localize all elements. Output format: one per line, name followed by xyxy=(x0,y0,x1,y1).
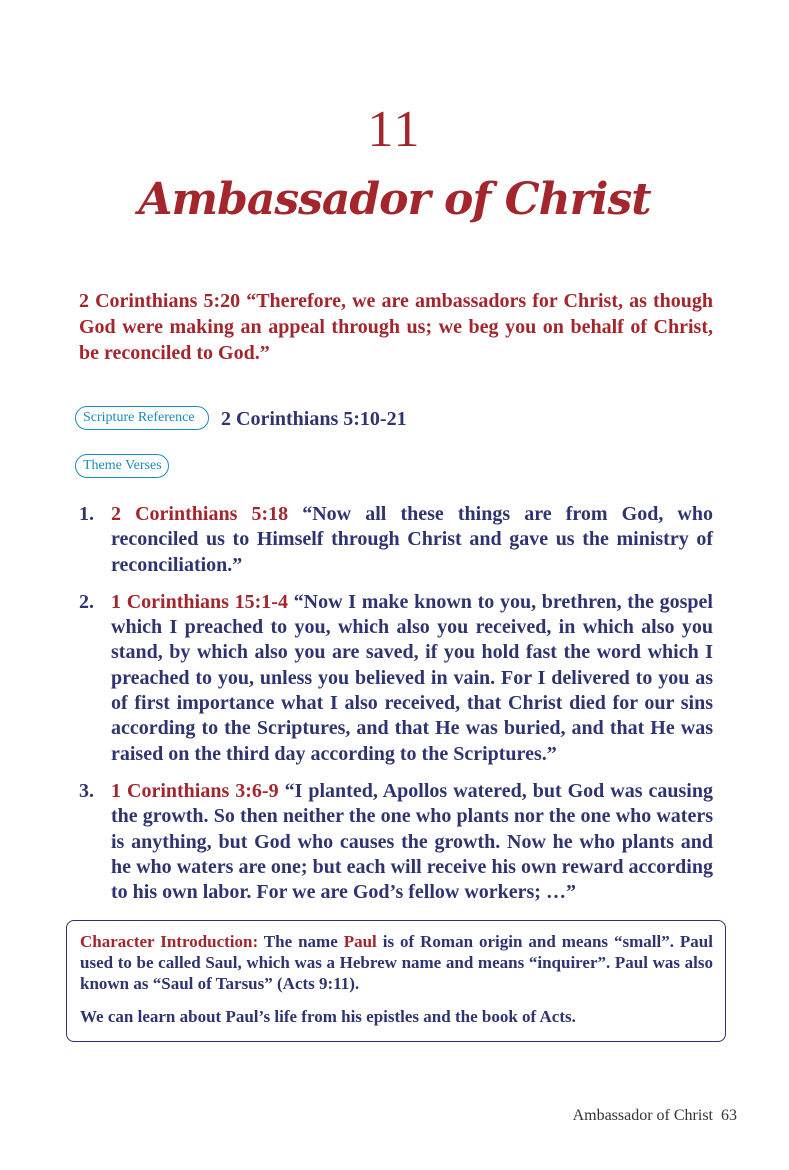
running-title: Ambassador of Christ xyxy=(572,1107,713,1124)
chapter-title: Ambassador of Christ xyxy=(138,174,651,225)
verse-number: 2. xyxy=(79,590,94,613)
character-introduction-box xyxy=(66,920,726,1042)
page-footer xyxy=(573,1107,737,1125)
scripture-reference-badge: Scripture Reference xyxy=(75,406,209,430)
chapter-number: 11 xyxy=(367,101,422,158)
character-introduction-paragraph-2: We can learn about Paul’s life from his epistles and the book of Acts. xyxy=(80,1007,576,1026)
theme-verse-item xyxy=(79,779,713,905)
verse-text: “Now all these things are from God, who reconciled us to Himself through Christ and gave us the ministry of reconciliation.” xyxy=(111,503,714,576)
character-intro-text-after: is of Roman origin and means “small”. Paul used to be called Saul, which was a Hebrew name and means “inquirer”. Paul was also known as “Saul of Tarsus” (Acts 9:11). xyxy=(80,932,713,993)
character-introduction-label: Character Introduction: xyxy=(80,932,259,951)
character-intro-text-before: The name xyxy=(258,932,344,951)
theme-verses-list xyxy=(79,502,713,917)
theme-verse-item xyxy=(79,502,713,578)
theme-verses-badge: Theme Verses xyxy=(75,454,169,478)
verse-reference: 2 Corinthians 5:18 xyxy=(111,503,289,525)
key-verse: 2 Corinthians 5:20 “Therefore, we are ambassadors for Christ, as though God were making an appeal through us; we beg you on behalf of Christ, be reconciled to God.” xyxy=(79,290,713,364)
verse-text: “I planted, Apollos watered, but God was causing the growth. So then neither the one who plants nor the one who waters is anything, but God who causes the growth. Now he who plants and he who waters are one; but each will receive his own reward according to his own labor. For we are God’s fellow workers; …” xyxy=(111,779,713,904)
verse-reference: 1 Corinthians 3:6-9 xyxy=(111,779,279,802)
theme-verse-item xyxy=(79,590,713,767)
character-name: Paul xyxy=(343,932,377,951)
scripture-reference-value: 2 Corinthians 5:10-21 xyxy=(221,408,407,430)
verse-text: “Now I make known to you, brethren, the gospel which I preached to you, which also you received, in which also you stand, by which also you are saved, if you hold fast the word which I preached to you, unless you believed in vain. For I delivered to you as of first importance what I also received, that Christ died for our sins according to the Scriptures, and that He was buried, and that He was raised on the third day according to the Scriptures.” xyxy=(111,590,713,765)
page-number: 63 xyxy=(721,1107,737,1124)
verse-number: 1. xyxy=(79,503,94,525)
verse-number: 3. xyxy=(79,779,94,802)
verse-reference: 1 Corinthians 15:1-4 xyxy=(111,590,288,613)
character-introduction-paragraph xyxy=(80,931,713,994)
